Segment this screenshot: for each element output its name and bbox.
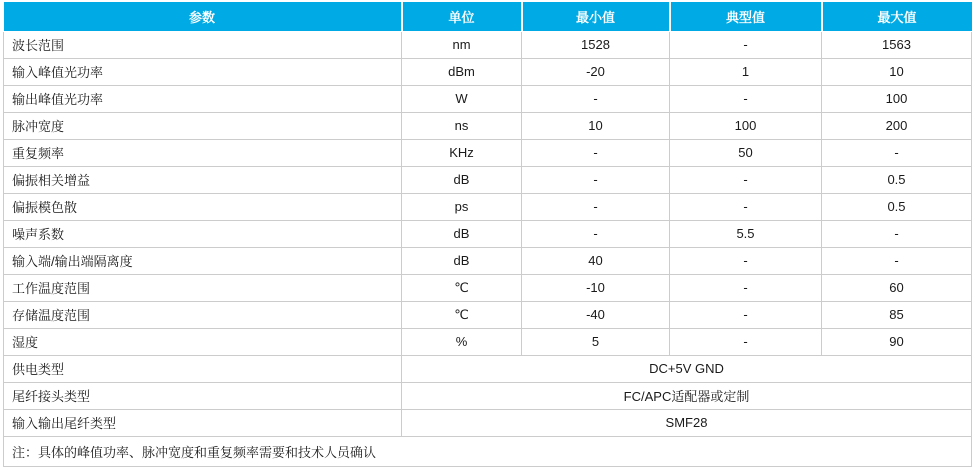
max-cell: - (822, 139, 972, 166)
table-row-merged (4, 355, 972, 382)
table-row-merged (4, 382, 972, 409)
table-row (4, 58, 972, 85)
min-cell: - (522, 220, 670, 247)
col-header-max: 最大值 (822, 2, 972, 31)
table-row (4, 112, 972, 139)
table-row-merged (4, 409, 972, 436)
param-cell: 重复频率 (4, 139, 402, 166)
col-header-typ: 典型值 (670, 2, 822, 31)
table-row (4, 301, 972, 328)
typ-cell: 5.5 (670, 220, 822, 247)
typ-cell: - (670, 85, 822, 112)
unit-cell: ℃ (402, 301, 522, 328)
min-cell: - (522, 193, 670, 220)
max-cell: 0.5 (822, 166, 972, 193)
table-row (4, 139, 972, 166)
param-cell: 供电类型 (4, 355, 402, 382)
note-text: 注：具体的峰值功率、脉冲宽度和重复频率需要和技术人员确认 (4, 436, 972, 466)
param-cell: 尾纤接头类型 (4, 382, 402, 409)
min-cell: 5 (522, 328, 670, 355)
table-row (4, 166, 972, 193)
table-row (4, 85, 972, 112)
max-cell: 100 (822, 85, 972, 112)
max-cell: 1563 (822, 31, 972, 58)
unit-cell: dB (402, 247, 522, 274)
typ-cell: 50 (670, 139, 822, 166)
max-cell: - (822, 220, 972, 247)
min-cell: - (522, 139, 670, 166)
note-row (4, 436, 972, 466)
unit-cell: % (402, 328, 522, 355)
col-header-unit: 单位 (402, 2, 522, 31)
max-cell: 90 (822, 328, 972, 355)
merged-value-cell: FC/APC适配器或定制 (402, 382, 972, 409)
table-row (4, 220, 972, 247)
typ-cell: - (670, 301, 822, 328)
unit-cell: ns (402, 112, 522, 139)
table-row (4, 247, 972, 274)
param-cell: 输入峰值光功率 (4, 58, 402, 85)
unit-cell: nm (402, 31, 522, 58)
param-cell: 输入输出尾纤类型 (4, 409, 402, 436)
col-header-param: 参数 (4, 2, 402, 31)
typ-cell: 1 (670, 58, 822, 85)
table-row (4, 31, 972, 58)
param-cell: 输出峰值光功率 (4, 85, 402, 112)
max-cell: 0.5 (822, 193, 972, 220)
table-row (4, 274, 972, 301)
max-cell: - (822, 247, 972, 274)
param-cell: 波长范围 (4, 31, 402, 58)
unit-cell: dB (402, 166, 522, 193)
table-row (4, 328, 972, 355)
param-cell: 存储温度范围 (4, 301, 402, 328)
typ-cell: - (670, 274, 822, 301)
param-cell: 湿度 (4, 328, 402, 355)
param-cell: 偏振相关增益 (4, 166, 402, 193)
min-cell: -20 (522, 58, 670, 85)
unit-cell: ℃ (402, 274, 522, 301)
typ-cell: - (670, 166, 822, 193)
min-cell: 10 (522, 112, 670, 139)
typ-cell: - (670, 247, 822, 274)
unit-cell: W (402, 85, 522, 112)
typ-cell: 100 (670, 112, 822, 139)
min-cell: 40 (522, 247, 670, 274)
min-cell: -10 (522, 274, 670, 301)
min-cell: - (522, 85, 670, 112)
unit-cell: KHz (402, 139, 522, 166)
param-cell: 脉冲宽度 (4, 112, 402, 139)
min-cell: - (522, 166, 670, 193)
table-row (4, 193, 972, 220)
max-cell: 60 (822, 274, 972, 301)
min-cell: 1528 (522, 31, 670, 58)
merged-value-cell: DC+5V GND (402, 355, 972, 382)
unit-cell: dB (402, 220, 522, 247)
typ-cell: - (670, 31, 822, 58)
typ-cell: - (670, 193, 822, 220)
unit-cell: dBm (402, 58, 522, 85)
param-cell: 输入端/输出端隔离度 (4, 247, 402, 274)
merged-value-cell: SMF28 (402, 409, 972, 436)
max-cell: 200 (822, 112, 972, 139)
param-cell: 噪声系数 (4, 220, 402, 247)
param-cell: 偏振模色散 (4, 193, 402, 220)
header-row (4, 2, 972, 31)
typ-cell: - (670, 328, 822, 355)
min-cell: -40 (522, 301, 670, 328)
unit-cell: ps (402, 193, 522, 220)
spec-table (3, 2, 972, 467)
param-cell: 工作温度范围 (4, 274, 402, 301)
max-cell: 10 (822, 58, 972, 85)
max-cell: 85 (822, 301, 972, 328)
col-header-min: 最小值 (522, 2, 670, 31)
